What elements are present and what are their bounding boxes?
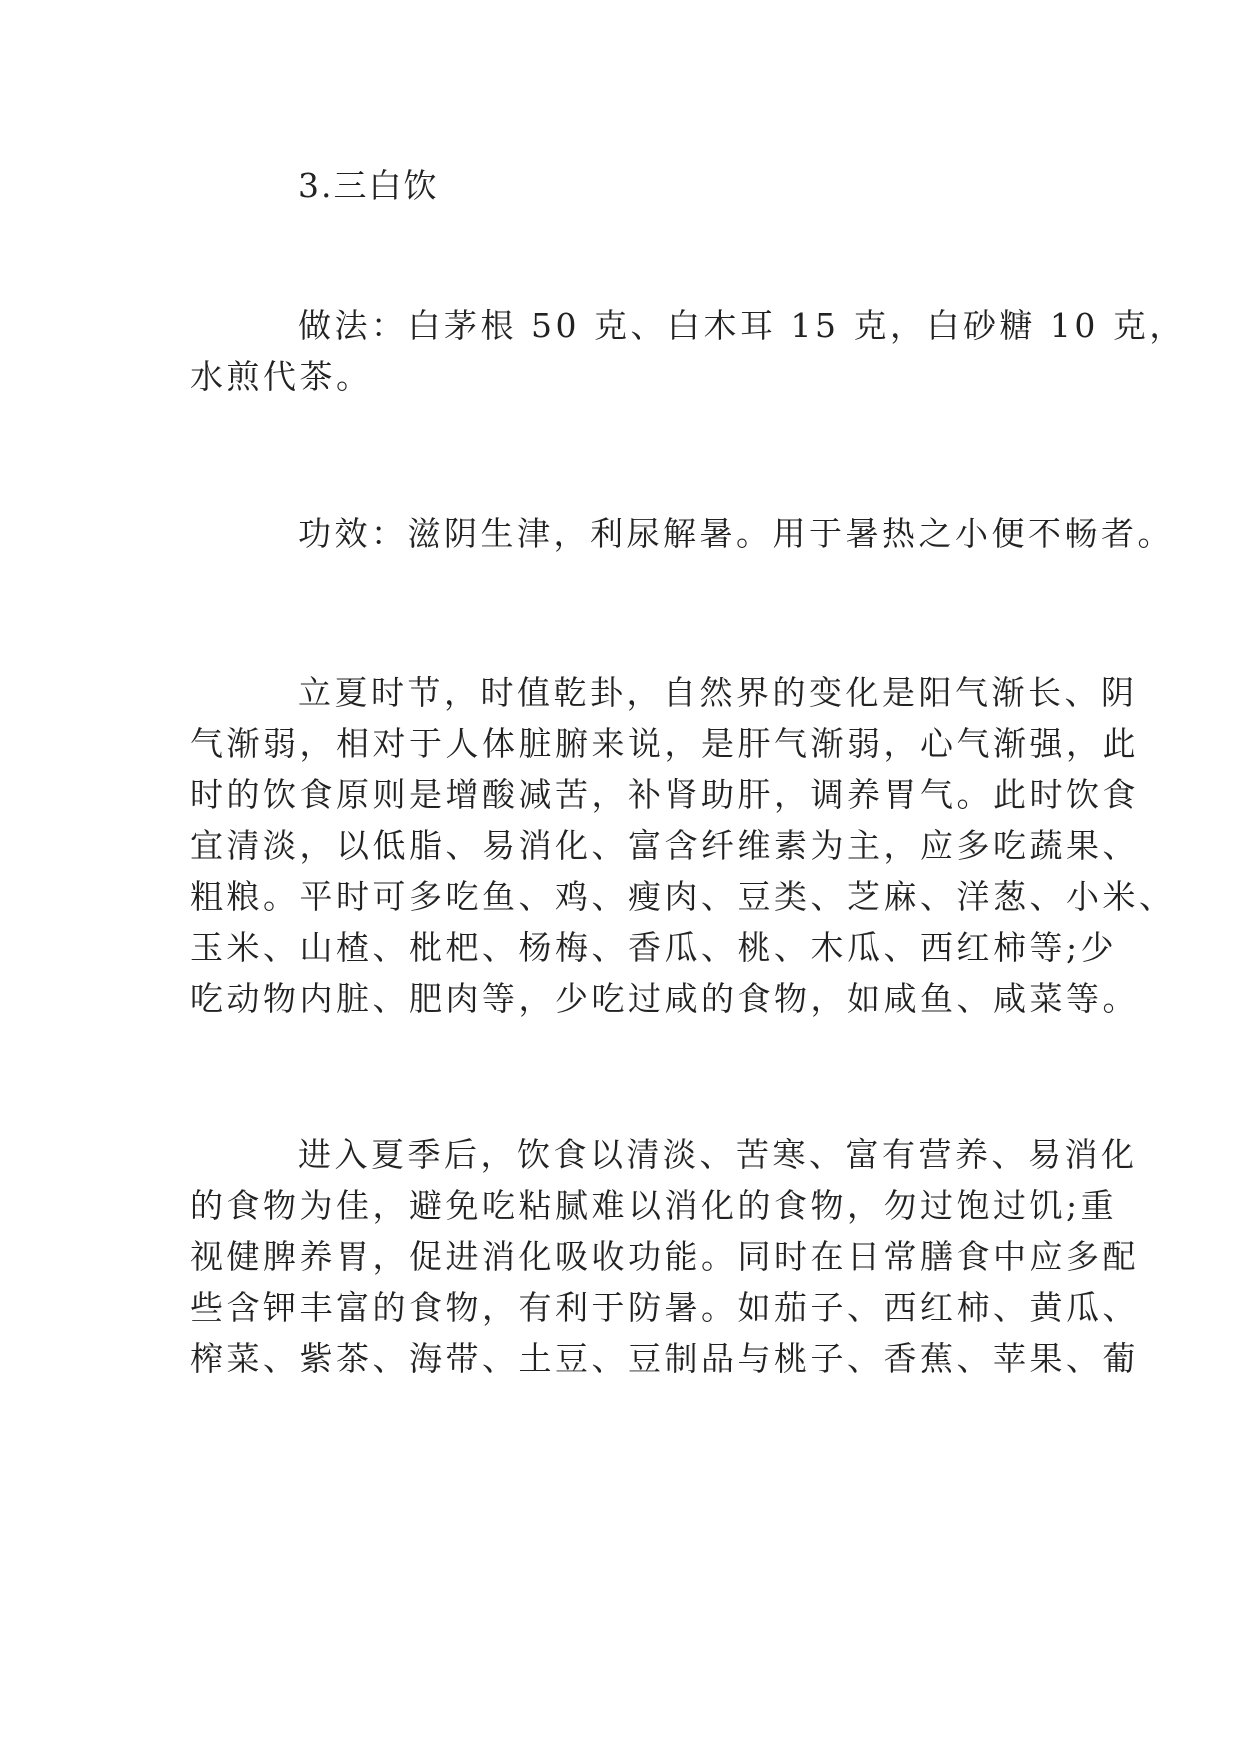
lixia-line-6: 玉米、山楂、枇杷、杨梅、香瓜、桃、木瓜、西红柿等;少 [190, 928, 1118, 967]
lixia-line-4: 宜清淡，以低脂、易消化、富含纤维素为主，应多吃蔬果、 [190, 826, 1139, 865]
lixia-line-2: 气渐弱，相对于人体脏腑来说，是肝气渐弱，心气渐强，此 [190, 724, 1139, 763]
lixia-line-1: 立夏时节，时值乾卦，自然界的变化是阳气渐长、阴 [298, 673, 1138, 712]
summer-line-1: 进入夏季后，饮食以清淡、苦寒、富有营养、易消化 [298, 1135, 1138, 1174]
effect-line-1: 功效：滋阴生津，利尿解暑。用于暑热之小便不畅者。 [298, 514, 1174, 553]
summer-line-2: 的食物为佳，避免吃粘腻难以消化的食物，勿过饱过饥;重 [190, 1186, 1118, 1225]
summer-line-4: 些含钾丰富的食物，有利于防暑。如茄子、西红柿、黄瓜、 [190, 1288, 1139, 1327]
summer-line-3: 视健脾养胃，促进消化吸收功能。同时在日常膳食中应多配 [190, 1237, 1139, 1276]
lixia-line-5: 粗粮。平时可多吃鱼、鸡、瘦肉、豆类、芝麻、洋葱、小米、 [190, 877, 1176, 916]
method-line-1: 做法：白茅根 50 克、白木耳 15 克，白砂糖 10 克， [298, 306, 1186, 345]
summer-line-5: 榨菜、紫茶、海带、土豆、豆制品与桃子、香蕉、苹果、葡 [190, 1339, 1139, 1378]
section-heading: 3.三白饮 [298, 166, 439, 205]
lixia-line-3: 时的饮食原则是增酸减苦，补肾助肝，调养胃气。此时饮食 [190, 775, 1139, 814]
lixia-line-7: 吃动物内脏、肥肉等，少吃过咸的食物，如咸鱼、咸菜等。 [190, 979, 1139, 1018]
method-line-2: 水煎代茶。 [190, 357, 373, 396]
